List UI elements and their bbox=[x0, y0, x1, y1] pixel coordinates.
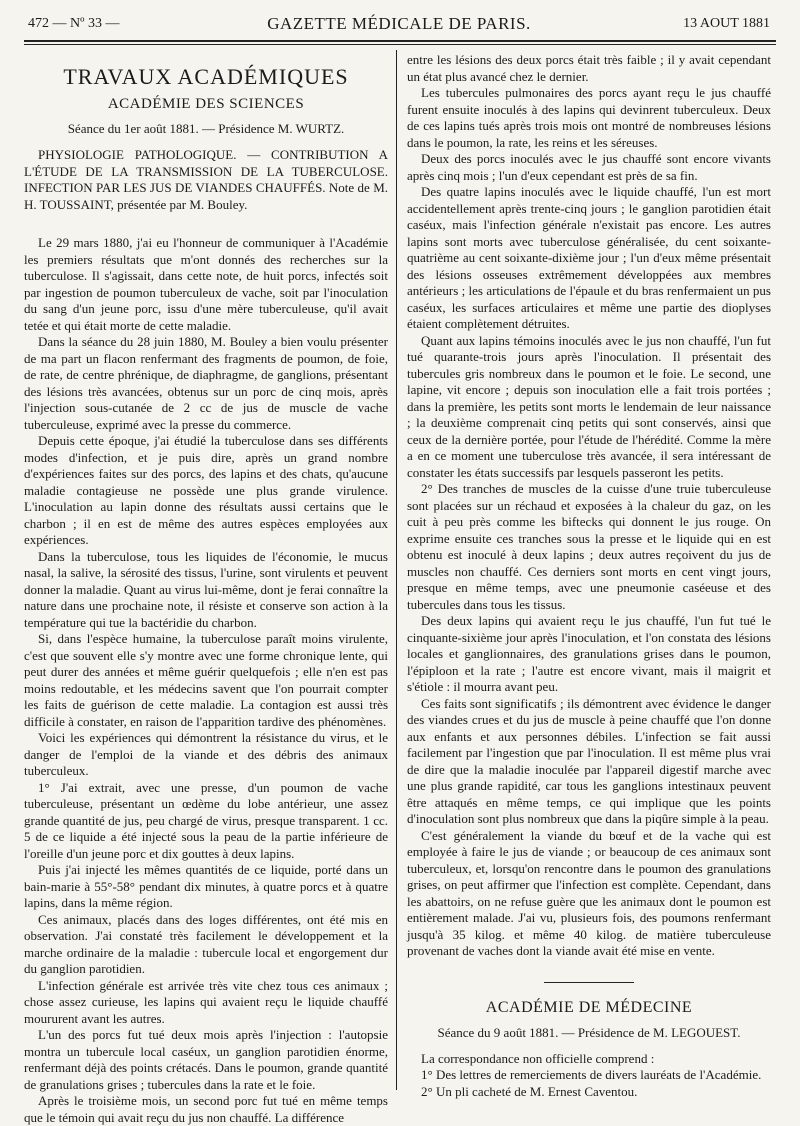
right-column bbox=[407, 52, 771, 1100]
paragraph: Dans la tuberculose, tous les liquides de l'économie, le mucus nasal, la salive, la sérosité des tissus, l'urine, sont virulents et peuvent donner la maladie. Quant au virus lui-même, dont je ferai connaître la nature dans une prochaine note, il résiste et conserve son action à la température qui tue la bactéridie du charbon. bbox=[24, 548, 388, 630]
paragraph: Quant aux lapins témoins inoculés avec le jus non chauffé, l'un fut tué quarante-trois jours après l'inoculation. Il présentait des tubercules gris nombreux dans le poumon et le foie. Le second, une lapine, vit encore ; depuis son inoculation elle a fait trois portées ; dans la première, les petits sont morts le lendemain de leur naissance ; la deuxième comprenait cinq petits qui sont conservés, ainsi que ceux de la dernière portée, pour l'étude de l'hérédité. Comme la mère a en ce moment une tuberculose très avancée, il sera intéressant de constater les états successifs par lesquels passeront les petits. bbox=[407, 332, 771, 480]
section2-title: ACADÉMIE DE MÉDECINE bbox=[485, 998, 693, 1016]
section-subtitle: ACADÉMIE DES SCIENCES bbox=[107, 96, 305, 112]
paragraph: Des quatre lapins inoculés avec le liquide chauffé, l'un est mort accidentellement après trente-cinq jours ; le ganglion parotidien était caséux, mais l'infection générale n'existait pas encore. Les autres lapins sont morts avec tuberculose généralisée, du cent soixante-quatrième au cent soixante-dixième jour ; l'un d'eux même présentait des lésions osseuses extrêmement développées aux membres antérieurs ; les articulations de l'épaule et du bras renfermaient un pus caséux, les surfaces articulaires et même une partie des dioplyses étaient complètement détruites. bbox=[407, 184, 771, 331]
column-divider bbox=[396, 50, 397, 1090]
paragraph: Le 29 mars 1880, j'ai eu l'honneur de communiquer à l'Académie les premiers résultats que m'ont donnés des recherches sur la tuberculose. Il s'agissait, dans cette note, de huit porcs, infectés soit par ingestion de poumon tuberculeux de vache, soit par l'inoculation du sang d'un jeune porc, issu d'une mère tuberculeuse, qu'il avait tetée et qui était morte de cette maladie. bbox=[24, 235, 388, 333]
seance-line: Séance du 1er août 1881. — Présidence M. WURTZ. bbox=[67, 121, 345, 136]
paragraph: 1° Des lettres de remerciements de divers lauréats de l'Académie. bbox=[421, 1067, 762, 1082]
paragraph: La correspondance non officielle comprend : bbox=[421, 1050, 655, 1066]
paragraph: Dans la séance du 28 juin 1880, M. Bouley a bien voulu présenter de ma part un flacon renfermant des fragments de poumon, de foie, de rate, de centre phrénique, de diaphragme, de ganglions, présentant des lésions très avancées, obtenus sur un porc de cinq mois, après l'injection sous-cutanée de 2 cc de jus de muscle de vache tuberculeuse, exprimé avec la presse du commerce. bbox=[24, 334, 388, 432]
left-column bbox=[24, 52, 388, 1126]
paragraph: Les tubercules pulmonaires des porcs ayant reçu le jus chauffé furent ensuite inoculés à des lapins qui devinrent tuberculeux. Deux de ces lapins tués après trois mois ont montré de nombreuses lésions dans le poumon, la rate, les reins et les séreuses. bbox=[407, 85, 771, 150]
paragraph: C'est généralement la viande du bœuf et de la vache qui est employée à faire le jus de viande ; or beaucoup de ces animaux sont tuberculeux, et, lorsqu'on rencontre dans le poumon des granulations grises, on peut affirmer que l'infection est complète. Cependant, dans les abattoirs, on ne refuse guère que les animaux dont le poumon est entièrement malade. J'ai vu, plusieurs fois, des poumons renfermant jusqu'à 35 kilog. et même 40 kilog. de matière tuberculeuse provenant de vaches dont la viande avait été mise en vente. bbox=[407, 827, 771, 958]
header-rule-thin bbox=[24, 44, 776, 45]
seance-line-2: Séance du 9 août 1881. — Présidence de M. LEGOUEST. bbox=[437, 1024, 741, 1040]
issue-date: 13 AOUT 1881 bbox=[683, 16, 770, 31]
header-rule bbox=[24, 40, 776, 42]
paragraph: Ces faits sont significatifs ; ils démontrent avec évidence le danger des viandes crues et du jus de muscle à peine chauffé que l'on donne aux enfants et aux personnes débiles. L'infection se fait aussi facilement par l'ingestion que par l'inoculation. Il est même plus vrai de dire que la maladie inoculée par l'appareil digestif marche avec une plus grande rapidité, car tous les ganglions intestinaux peuvent être attaqués en même temps, ce qui implique que les points d'inoculation sont plus nombreux que dans la piqûre simple à la peau. bbox=[407, 695, 771, 826]
paragraph: 2° Des tranches de muscles de la cuisse d'une truie tuberculeuse sont placées sur un réchaud et exposées à la chaleur du gaz, on les cuit à peu près comme les biftecks qui donnent le jus rouge. On exprime ensuite ces tranches sous la presse et le liquide qui en est obtenu est inoculé à deux lapins ; deux autres reçoivent du jus de muscles non chauffé. Ces derniers sont morts en cent vingt jours, presque en même temps, avec une pneumonie caséeuse et des tubercules dans tous les tissus. bbox=[407, 481, 771, 612]
paragraph: Si, dans l'espèce humaine, la tuberculose paraît moins virulente, c'est que souvent elle s'y montre avec une forme chronique lente, qui peut durer des années et même guérir quelquefois ; elle n'en est pas moins redoutable, et les médecins savent que l'on pourrait compter les faits de guérison de cette maladie. La contagion est aussi très difficile à constater, en raison de l'apparition tardive des phénomènes. bbox=[24, 631, 388, 729]
paragraph: L'un des porcs fut tué deux mois après l'injection : l'autopsie montra un tubercule local caséux, un ganglion parotidien énorme, renfermant déjà des points crétacés. Dans le poumon, grande quantité de granulations grises ; tubercules dans la rate et le foie. bbox=[24, 1027, 388, 1092]
paragraph: entre les lésions des deux porcs était très faible ; il y avait cependant un état plus avancé chez le dernier. bbox=[407, 52, 771, 84]
note-title: PHYSIOLOGIE PATHOLOGIQUE. — CONTRIBUTION A L'ÉTUDE DE LA TRANSMISSION DE LA TUBERCULOSE. INFECTION PAR LES JUS DE VIANDES CHAUFFÉS. Note de M. H. TOUSSAINT, présentée par M. Bouley. bbox=[24, 147, 388, 212]
section-title: TRAVAUX ACADÉMIQUES bbox=[63, 64, 349, 89]
paragraph: Deux des porcs inoculés avec le jus chauffé sont encore vivants après cinq mois ; l'un d'eux cependant est près de sa fin. bbox=[407, 151, 771, 183]
paragraph: L'infection générale est arrivée très vite chez tous ces animaux ; chose assez curieuse, les lapins qui avaient reçu le liquide chauffé moururent avant les autres. bbox=[24, 977, 388, 1026]
paragraph: 1° J'ai extrait, avec une presse, d'un poumon de vache tuberculeuse, présentant un œdème du lobe antérieur, une assez grande quantité de jus, peu chargé de virus, presque transparent. 1 cc. 5 de ce liquide a été injecté sous la peau de la partie inférieure de l'oreille d'un jeune porc et dix gouttes à deux lapins. bbox=[24, 779, 388, 861]
section-separator bbox=[544, 982, 634, 983]
journal-title: GAZETTE MÉDICALE DE PARIS. bbox=[267, 14, 531, 33]
paragraph: Voici les expériences qui démontrent la résistance du virus, et le danger de l'emploi de la viande et des débris des animaux tuberculeux. bbox=[24, 730, 388, 778]
page-number: 472 — Nº 33 — bbox=[28, 16, 120, 31]
paragraph: Des deux lapins qui avaient reçu le jus chauffé, l'un fut tué le cinquante-sixième jour après l'inoculation, et l'on constata des lésions locales et ganglionnaires, des granulations grises dans le poumon, l'épiploon et la rate ; l'autre est encore vivant, mais il maigrit et s'étiole : il mourra avant peu. bbox=[407, 613, 771, 694]
paragraph: Après le troisième mois, un second porc fut tué en même temps que le témoin qui avait reçu du jus non chauffé. La différence bbox=[24, 1093, 388, 1125]
page-header bbox=[28, 14, 770, 38]
paragraph: 2° Un pli cacheté de M. Ernest Caventou. bbox=[421, 1083, 638, 1099]
paragraph: Ces animaux, placés dans des loges différentes, ont été mis en observation. J'ai constaté très facilement le développement et la marche ordinaire de la maladie : tubercule local et engorgement dur du ganglion parotidien. bbox=[24, 911, 388, 976]
paragraph: Puis j'ai injecté les mêmes quantités de ce liquide, porté dans un bain-marie à 55°-58° pendant dix minutes, à quatre porcs et à quatre lapins, dans la même région. bbox=[24, 862, 388, 910]
paragraph: Depuis cette époque, j'ai étudié la tuberculose dans ses différents modes d'infection, et je puis dire, après un grand nombre d'expériences faites sur des porcs, des lapins et des chats, qu'aucune maladie contagieuse ne possède une plus grande virulence. L'inoculation au lapin donne des résultats aussi certains que le charbon ; il en est de même des autres espèces employées aux expériences. bbox=[24, 433, 388, 547]
